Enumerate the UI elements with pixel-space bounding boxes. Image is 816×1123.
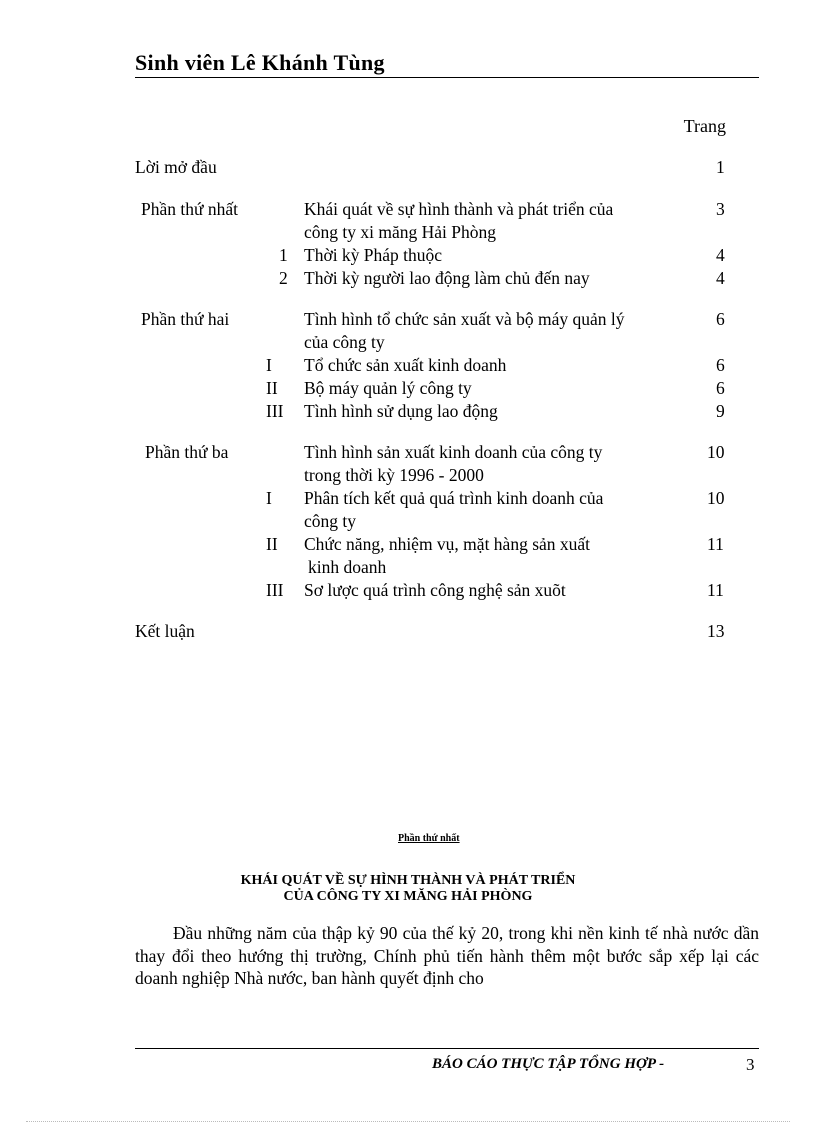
toc-part1-label: Phần thứ nhất xyxy=(141,199,238,219)
toc-part3-item3-page: 11 xyxy=(707,580,724,600)
toc-conclusion-page: 13 xyxy=(707,621,725,641)
toc-part1-item1-page: 4 xyxy=(716,245,725,265)
footer-rule xyxy=(135,1048,759,1049)
toc-part2-item1-num: I xyxy=(266,355,272,375)
toc-part3-item2-text2: kinh doanh xyxy=(308,557,387,577)
toc-part3-item3-text: Sơ lược quá trình công nghệ sản xuõt xyxy=(304,580,566,600)
section-title-line1: KHÁI QUÁT VỀ SỰ HÌNH THÀNH VÀ PHÁT TRIỂN xyxy=(240,873,576,888)
toc-part2-item3-text: Tình hình sử dụng lao động xyxy=(304,401,498,421)
toc-part3-item2-num: II xyxy=(266,534,278,554)
section-part-label: Phần thứ nhất xyxy=(398,833,460,844)
toc-part2-item1-page: 6 xyxy=(716,355,725,375)
page-bottom-dotted-line xyxy=(26,1121,790,1122)
toc-part3-item1-page: 10 xyxy=(707,488,725,508)
toc-part1-item2-num: 2 xyxy=(279,268,288,288)
toc-part2-item2-page: 6 xyxy=(716,378,725,398)
toc-part2-item2-num: II xyxy=(266,378,278,398)
toc-part2-item3-num: III xyxy=(266,401,284,421)
toc-part2-item3-page: 9 xyxy=(716,401,725,421)
toc-part2-title-line2: của công ty xyxy=(304,332,385,352)
toc-part1-title-line2: công ty xi măng Hải Phòng xyxy=(304,222,496,242)
header-author: Sinh viên Lê Khánh Tùng xyxy=(135,50,385,75)
toc-part1-item1-num: 1 xyxy=(279,245,288,265)
toc-part3-item2-page: 11 xyxy=(707,534,724,554)
toc-page-column-label: Trang xyxy=(683,116,726,136)
toc-intro-label: Lời mở đầu xyxy=(135,157,217,177)
toc-part1-item2-text: Thời kỳ người lao động làm chủ đến nay xyxy=(304,268,590,288)
toc-part1-title-line1: Khái quát về sự hình thành và phát triển của xyxy=(304,199,614,219)
toc-part1-page: 3 xyxy=(716,199,725,219)
toc-part3-title-line2: trong thời kỳ 1996 - 2000 xyxy=(304,465,484,485)
toc-part2-title-line1: Tình hình tổ chức sản xuất và bộ máy quản lý xyxy=(304,309,625,329)
section-paragraph: Đầu những năm của thập kỷ 90 của thế kỷ 20, trong khi nền kinh tế nhà nước dần thay đổi theo hướng thị trường, Chính phủ tiến hành thêm một bước sắp xếp lại các doanh nghiệp Nhà nước, ban hành quyết định cho xyxy=(135,923,759,988)
toc-part3-page: 10 xyxy=(707,442,725,462)
toc-part1-item2-page: 4 xyxy=(716,268,725,288)
toc-part2-item1-text: Tổ chức sản xuất kinh doanh xyxy=(304,355,507,375)
toc-part3-item3-num: III xyxy=(266,580,284,600)
toc-part2-label: Phần thứ hai xyxy=(141,309,230,329)
footer-report-title: BÁO CÁO THỰC TẬP TỔNG HỢP - xyxy=(432,1056,665,1072)
toc-part2-item2-text: Bộ máy quản lý công ty xyxy=(304,378,472,398)
toc-conclusion-label: Kết luận xyxy=(135,621,195,641)
toc-part2-page: 6 xyxy=(716,309,725,329)
toc-part3-label: Phần thứ ba xyxy=(145,442,229,462)
toc-part3-item2-text: Chức năng, nhiệm vụ, mặt hàng sản xuất xyxy=(304,534,591,554)
section-title-line2: CỦA CÔNG TY XI MĂNG HẢI PHÒNG xyxy=(283,889,533,904)
toc-part3-title-line1: Tình hình sản xuất kinh doanh của công ty xyxy=(304,442,603,462)
toc-part3-item1-text: Phân tích kết quả quá trình kinh doanh của xyxy=(304,488,604,508)
toc-part3-item1-text2: công ty xyxy=(304,511,357,531)
toc-part3-item1-num: I xyxy=(266,488,272,508)
header-rule xyxy=(135,77,759,78)
footer-page-number: 3 xyxy=(746,1055,755,1074)
toc-part1-item1-text: Thời kỳ Pháp thuộc xyxy=(304,245,443,265)
toc-intro-page: 1 xyxy=(716,157,725,177)
